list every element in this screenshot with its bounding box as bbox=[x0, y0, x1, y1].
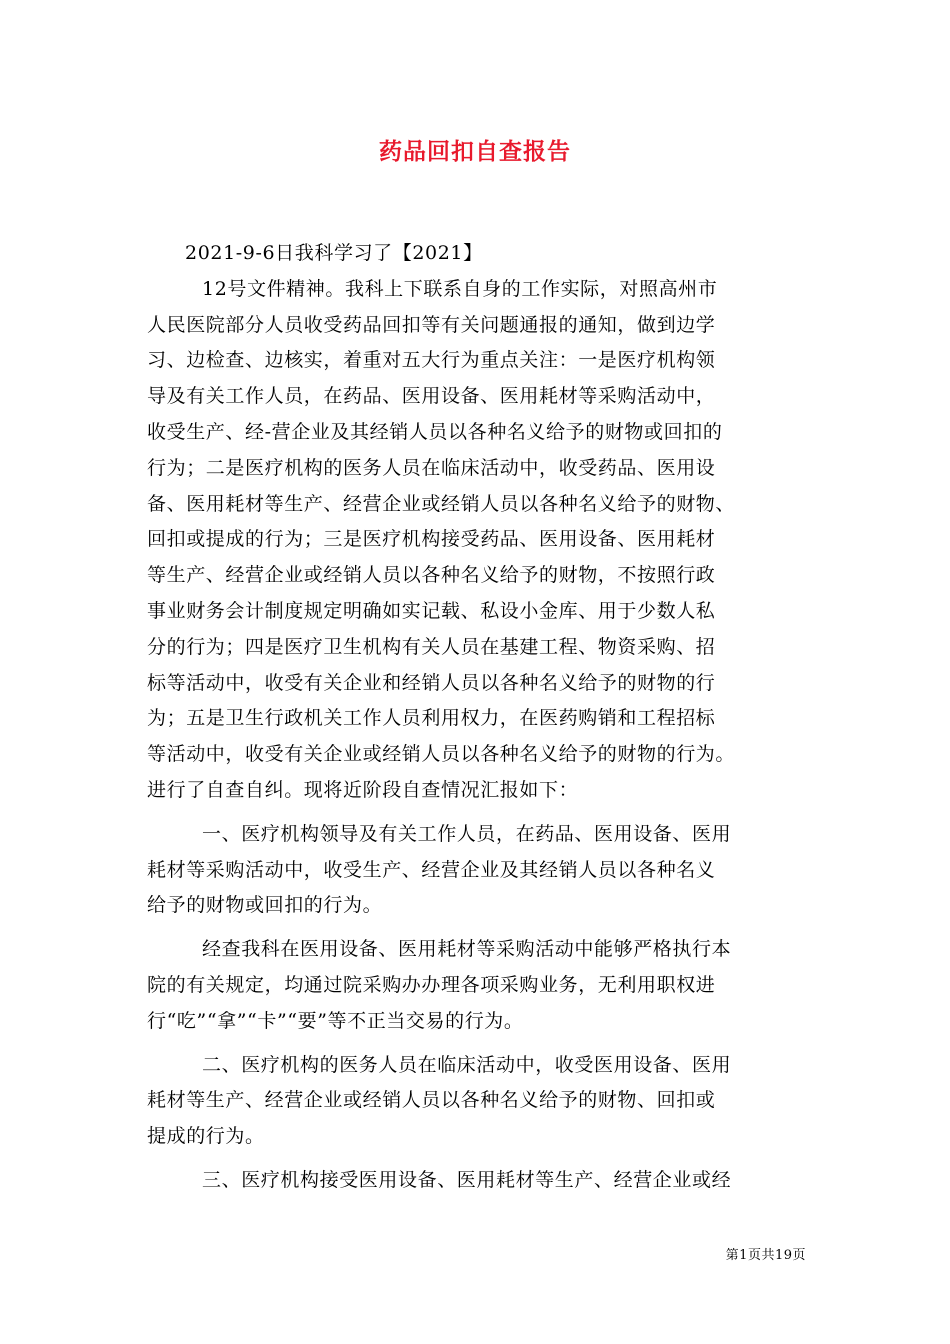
body-line: 2021-9-6日我科学习了【2021】 bbox=[185, 242, 483, 264]
body-line: 事业财务会计制度规定明确如实记载、私设小金库、用于少数人私 bbox=[147, 599, 716, 622]
section-three-heading bbox=[147, 1163, 807, 1199]
body-line: 提成的行为。 bbox=[147, 1125, 265, 1148]
body-line: 院的有关规定，均通过院采购办办理各项采购业务，无利用职权进 bbox=[147, 973, 716, 996]
body-line: 经查我科在医用设备、医用耗材等采购活动中能够严格执行本 bbox=[202, 938, 732, 961]
body-line: 行为；二是医疗机构的医务人员在临床活动中，收受药品、医用设 bbox=[147, 456, 716, 479]
intro-paragraph bbox=[147, 236, 807, 809]
body-line: 二、医疗机构的医务人员在临床活动中，收受医用设备、医用 bbox=[202, 1053, 732, 1076]
body-line: 为；五是卫生行政机关工作人员利用权力，在医药购销和工程招标 bbox=[147, 707, 716, 730]
body-line: 耗材等生产、经营企业或经销人员以各种名义给予的财物、回扣或 bbox=[147, 1089, 716, 1112]
body-line: 给予的财物或回扣的行为。 bbox=[147, 894, 383, 917]
body-line: 导及有关工作人员，在药品、医用设备、医用耗材等采购活动中， bbox=[147, 385, 716, 408]
body-line: 回扣或提成的行为；三是医疗机构接受药品、医用设备、医用耗材 bbox=[147, 528, 716, 551]
body-line: 收受生产、经-营企业及其经销人员以各种名义给予的财物或回扣的 bbox=[147, 420, 723, 443]
body-line: 人民医院部分人员收受药品回扣等有关问题通报的通知，做到边学 bbox=[147, 313, 716, 336]
body-line: 进行了自查自纠。现将近阶段自查情况汇报如下： bbox=[147, 778, 579, 801]
section-two-heading bbox=[147, 1048, 807, 1155]
page-number: 第1页共19页 bbox=[725, 1248, 806, 1263]
body-line: 等生产、经营企业或经销人员以各种名义给予的财物，不按照行政 bbox=[147, 564, 716, 587]
body-line: 12号文件精神。我科上下联系自身的工作实际，对照高州市 bbox=[202, 277, 718, 300]
body-line: 一、医疗机构领导及有关工作人员，在药品、医用设备、医用 bbox=[202, 822, 732, 845]
body-line: 耗材等采购活动中，收受生产、经营企业及其经销人员以各种名义 bbox=[147, 858, 716, 881]
body-line: 备、医用耗材等生产、经营企业或经销人员以各种名义给予的财物、 bbox=[147, 492, 736, 515]
document-body bbox=[147, 236, 807, 1199]
section-one-heading bbox=[147, 817, 807, 924]
body-line: 行“吃”“拿”“卡”“要”等不正当交易的行为。 bbox=[147, 1009, 524, 1032]
document-title: 药品回扣自查报告 bbox=[379, 138, 571, 165]
body-line: 等活动中，收受有关企业或经销人员以各种名义给予的财物的行为。 bbox=[147, 743, 736, 766]
body-line: 分的行为；四是医疗卫生机构有关人员在基建工程、物资采购、招 bbox=[147, 635, 716, 658]
body-line: 标等活动中，收受有关企业和经销人员以各种名义给予的财物的行 bbox=[147, 671, 716, 694]
body-line: 习、边检查、边核实，着重对五大行为重点关注：一是医疗机构领 bbox=[147, 349, 716, 372]
section-one-finding bbox=[147, 932, 807, 1039]
body-line: 三、医疗机构接受医用设备、医用耗材等生产、经营企业或经 bbox=[202, 1168, 732, 1191]
